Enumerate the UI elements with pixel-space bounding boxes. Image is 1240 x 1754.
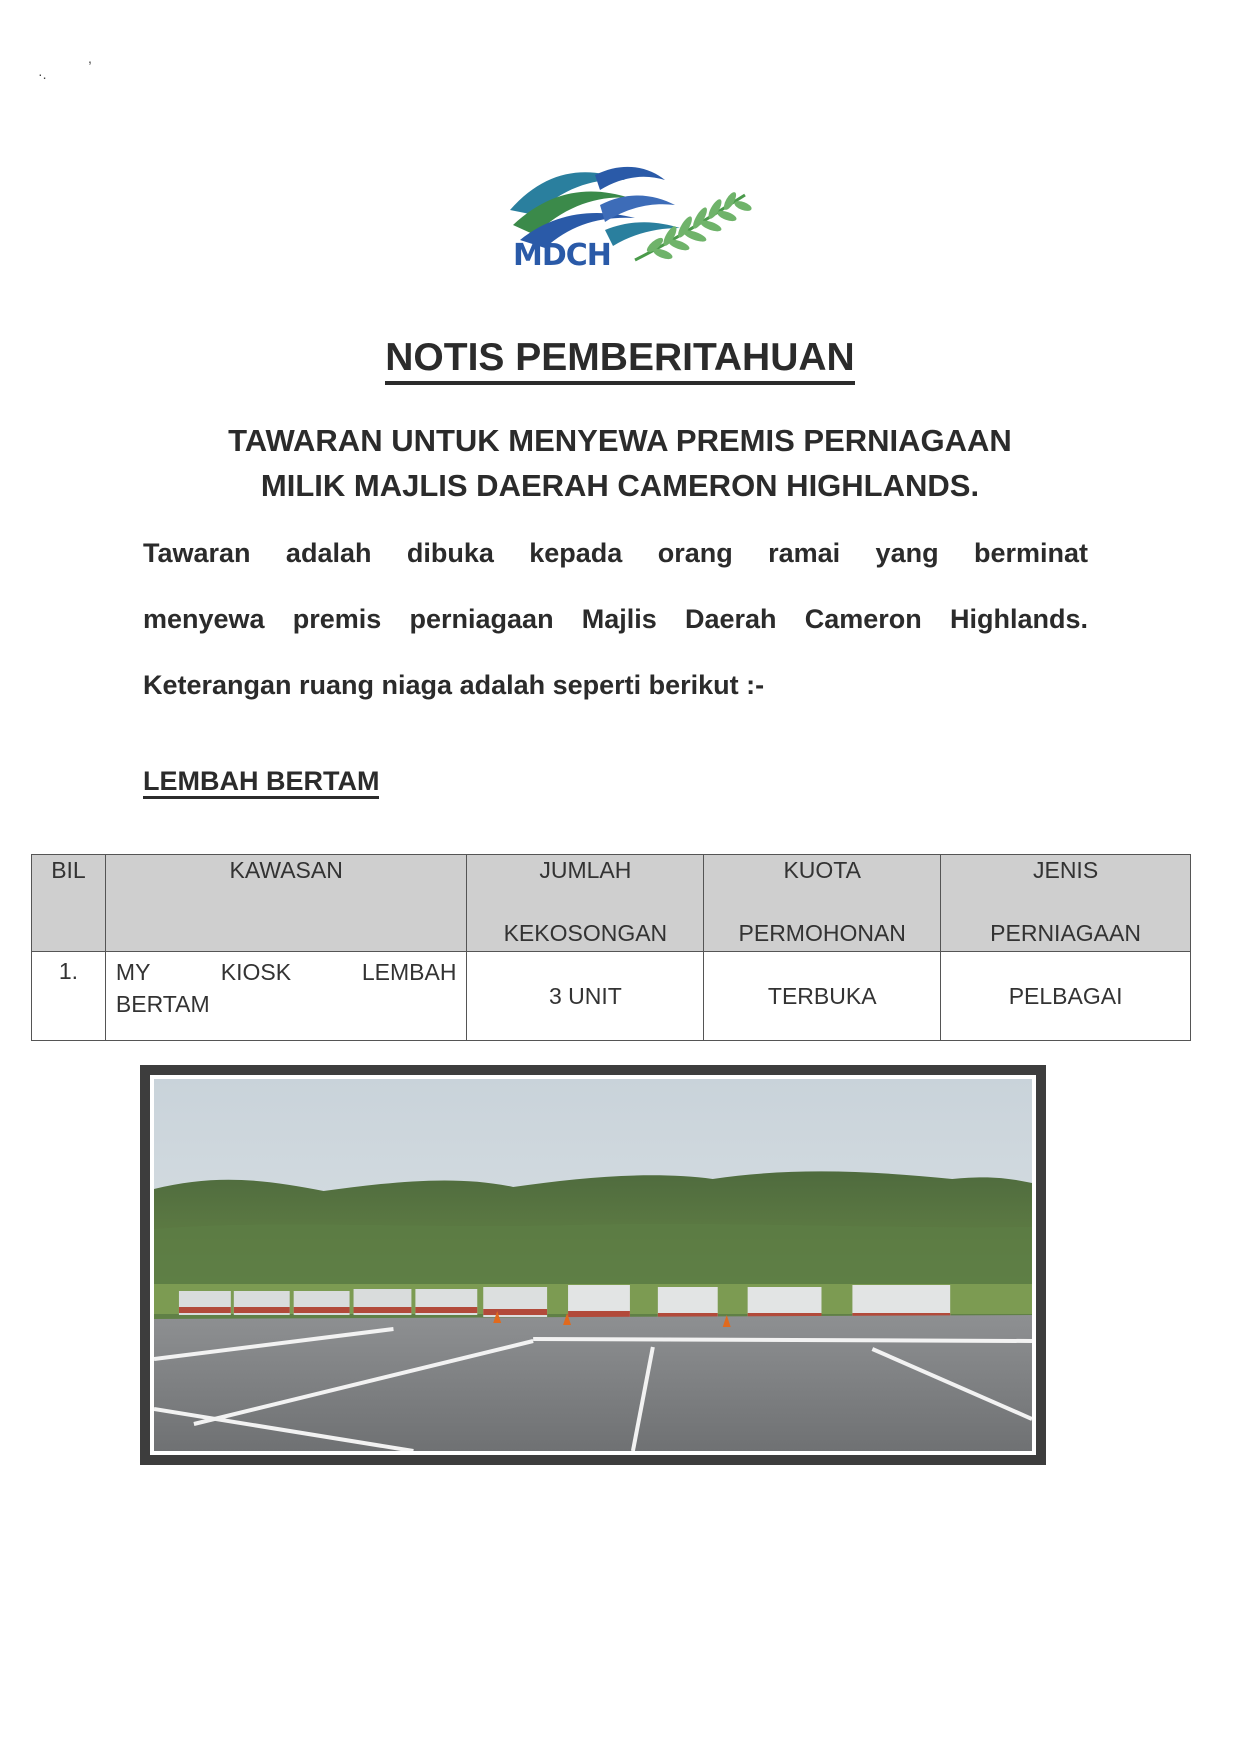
scan-mark: ·.: [38, 66, 47, 82]
cell-kuota: TERBUKA: [704, 952, 941, 1041]
header-bil: BIL: [32, 855, 106, 952]
intro-line-3: Keterangan ruang niaga adalah seperti berikut :-: [143, 670, 765, 700]
logo-text: MDCH: [513, 238, 611, 273]
offer-heading: [0, 418, 1240, 508]
cell-jenis: PELBAGAI: [941, 952, 1191, 1041]
intro-line-2: menyewa premis perniagaan Majlis Daerah Cameron Highlands.: [143, 604, 1088, 634]
header-kawasan: KAWASAN: [105, 855, 467, 952]
header-jenis: JENIS PERNIAGAAN: [941, 855, 1191, 952]
cell-jumlah: 3 UNIT: [467, 952, 704, 1041]
intro-line-1: Tawaran adalah dibuka kepada orang ramai yang berminat: [143, 538, 1088, 568]
offer-heading-line2: MILIK MAJLIS DAERAH CAMERON HIGHLANDS.: [260, 468, 980, 503]
offer-heading-line1: TAWARAN UNTUK MENYEWA PREMIS PERNIAGAAN: [228, 423, 1012, 458]
cell-kawasan: MY KIOSK LEMBAH BERTAM: [105, 952, 467, 1041]
section-title: LEMBAH BERTAM: [143, 766, 379, 797]
header-kuota: KUOTA PERMOHONAN: [704, 855, 941, 952]
cell-bil: 1.: [32, 952, 106, 1041]
page-title: NOTIS PEMBERITAHUAN: [0, 336, 1240, 380]
table-row: [32, 952, 1191, 1041]
mdch-logo: [505, 150, 775, 280]
scan-mark: ,: [88, 50, 92, 66]
site-photo: [140, 1065, 1046, 1465]
header-jumlah: JUMLAH KEKOSONGAN: [467, 855, 704, 952]
table-header-row: [32, 855, 1191, 952]
premises-table: [31, 854, 1191, 1041]
parking-lot-kiosks-photo: [154, 1079, 1032, 1451]
